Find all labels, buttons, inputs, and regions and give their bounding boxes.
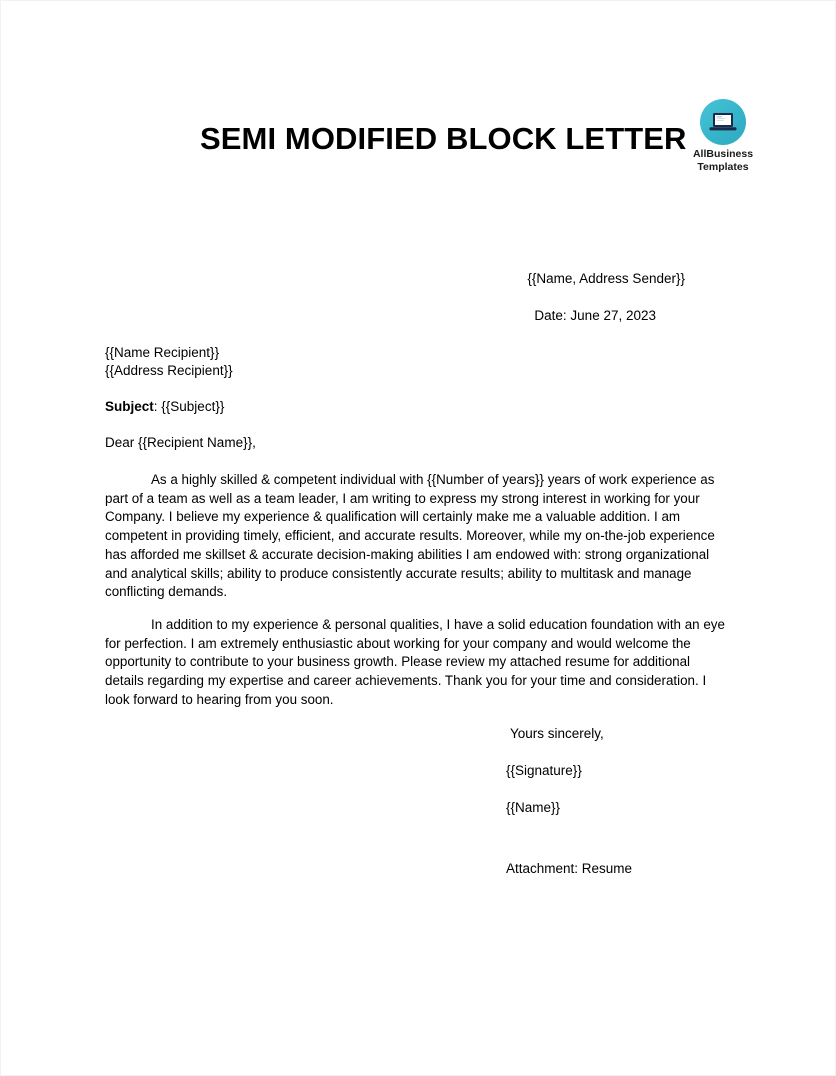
body-paragraph-2: In addition to my experience & personal qualities, I have a solid education foundation with an eye for perfection. I am extremely enthusiastic about working for your company and would welcome the opportunity to contribute to your business growth. Please review my attached resume for additional details regarding my expertise and career achievements. Thank you for your time and consideration. I look forward to hearing from you soon.: [105, 617, 725, 707]
body-paragraph-1: As a highly skilled & competent individual with {{Number of years}} years of work experience as part of a team as well as a team leader, I am writing to express my strong interest in working for your Company. I believe my experience & qualification will certainly make me a valuable addition. I am competent in providing timely, efficient, and accurate results. Moreover, while my on-the-job experience has afforded me skillset & accurate decision-making abilities I am endowed with: strong organizational and analytical skills; ability to produce consistently accurate results; ability to multitask and manage conflicting demands.: [105, 472, 715, 600]
subject-label: Subject: [105, 399, 154, 414]
sender-name-address: {{Name, Address Sender}}: [527, 271, 685, 286]
attachment-line: Attachment: Resume: [506, 861, 633, 876]
allbusiness-templates-logo[interactable]: [685, 99, 761, 173]
logo-caption: [685, 148, 761, 173]
recipient-block: [105, 344, 233, 380]
sender-block: [105, 269, 685, 325]
subject-value: : {{Subject}}: [153, 399, 225, 414]
closing-name: {{Name}}: [506, 800, 561, 815]
logo-caption-line2: Templates: [697, 160, 749, 173]
recipient-name: {{Name Recipient}}: [105, 345, 220, 360]
logo-caption-line1: AllBusiness: [692, 148, 754, 160]
letter-date: Date: June 27, 2023: [534, 308, 656, 323]
signature-placeholder: {{Signature}}: [506, 763, 582, 778]
closing-salutation: Yours sincerely,: [510, 726, 604, 741]
page-title: SEMI MODIFIED BLOCK LETTER: [200, 121, 687, 156]
logo-circle: [700, 99, 746, 145]
recipient-address: {{Address Recipient}}: [105, 363, 233, 378]
subject-line: [105, 398, 224, 416]
salutation: Dear {{Recipient Name}},: [105, 435, 256, 450]
closing-block: [506, 725, 604, 817]
